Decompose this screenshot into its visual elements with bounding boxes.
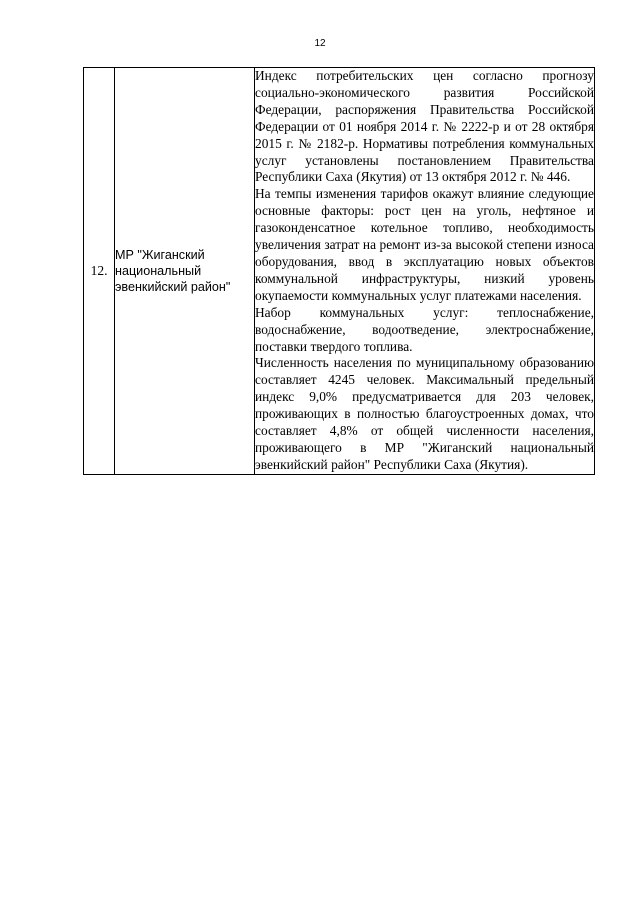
table-row bbox=[84, 68, 595, 475]
tariff-table bbox=[83, 67, 595, 475]
description-paragraph-services: Набор коммунальных услуг: теплоснабжение, водоснабжение, водоотведение, электроснабжение, поставки твердого топлива. bbox=[255, 304, 594, 354]
description-cell bbox=[255, 68, 595, 475]
description-paragraph-population: Численность населения по муниципальному образованию составляет 4245 человек. Максимальный предельный индекс 9,0% предусматривается для 203 человек, проживающих в полностью благоустроенных домах, что составляет 4,8% от общей численности населения, проживающего в МР "Жиганский национальный эвенкийский район" Республики Саха (Якутия). bbox=[255, 355, 594, 472]
municipality-name-cell: МР "Жиганский национальный эвенкийский район" bbox=[115, 68, 255, 475]
description-paragraph-factors: На темпы изменения тарифов окажут влияние следующие основные факторы: рост цен на уголь, нефтяное и газоконденсатное котельное топливо, необходимость увеличения затрат на ремонт из-за высокой степени износа оборудования, ввод в эксплуатацию новых объектов коммунальной инфраструктуры, низкий уровень окупаемости коммунальных услуг платежами населения. bbox=[255, 186, 594, 303]
page-number: 12 bbox=[314, 38, 326, 49]
description-paragraph-cpi: Индекс потребительских цен согласно прогнозу социально-экономического развития Российской Федерации, распоряжения Правительства Российской Федерации от 01 ноября 2014 г. № 2222-р и от 28 октября 2015 г. № 2182-р. Нормативы потребления коммунальных услуг установлены постановлением Правительства Республики Саха (Якутия) от 13 октября 2012 г. № 446. bbox=[255, 68, 594, 185]
row-number-cell: 12. bbox=[84, 68, 115, 475]
